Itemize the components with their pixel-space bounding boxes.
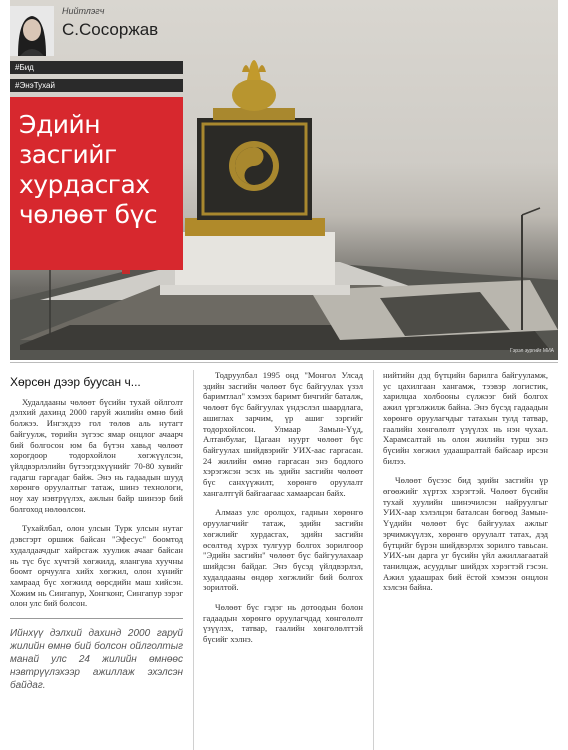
article-column-3 xyxy=(383,370,548,602)
tag-bid[interactable]: #Бид xyxy=(10,61,183,74)
paragraph: Чөлөөт бүсээс бид эдийн засгийн үр өгөөжийг хүртэх хэрэгтэй. Чөлөөт бүсийн тухай хуулийн шинэчилсэн найруулгыг УИХ-аар хэлэлцэн баталсан бөгөөд Замын-Үүдийн чөлөөт бүс байгуулах ажлыг эрчимжүүлэх, хөрөнгө оруулалт татах, дэд бүтцийг бүрэн шийдвэрлэх зорилго тавьсан. УИХ-ын дарга уг бүсийн үйл ажиллагаатай танилцаж, асуудлыг шийдэх хэрэгтэй гэсэн. Ажил удаашрах бий ёстой хэмээн онцлон хэлсэн байна. xyxy=(383,475,548,593)
pull-quote xyxy=(10,618,183,692)
section-divider xyxy=(10,362,558,363)
pull-quote-text: Ийнхүү дэлхий дахинд 2000 гаруй жилийн өмнө бий болсон ойлголтыг манай улс 24 жилийн өмнөөс нэвтрүүлэхээр ажиллаж эхэлсэн байдаг. xyxy=(10,628,183,692)
paragraph: нийтийн дэд бүтцийн барилга байгууламж, ус цахилгаан хангамж, тээвэр логистик, харилцаа холбооны сүлжээг бий болгох ажил үргэлжилж байна. Энэ бүсэд гадаадын хөрөнгө оруулагчдыг татахын тулд татвар, гаалийн хөнгөлөлт үзүүлэх нь нэн чухал. Харамсалтай нь олон жилийн турш энэ бүсийн хөгжил удаашралтай байсаар ирсэн билээ. xyxy=(383,370,548,466)
photo-credit: Гэрэл зургийг МИА xyxy=(510,348,554,354)
article-headline: Эдийн засгийг хурдасгах чөлөөт бүс xyxy=(19,110,158,229)
column-rule xyxy=(373,370,374,750)
tag-ene-tuhai[interactable]: #ЭнэТухай xyxy=(10,79,183,92)
paragraph: Чөлөөт бүс гэдэг нь дотоодын болон гадаадын хөрөнгө оруулагчдад хөнгөлөлт үзүүлэх, татвар, гаалийн хөнгөлөлттэй бүсийг хэлнэ. xyxy=(203,602,363,645)
author-role: Нийтлэгч xyxy=(62,6,105,16)
paragraph: Тодруулбал 1995 онд "Монгол Улсад эдийн засгийн чөлөөт бүс байгуулах үзэл баримтлал" хэмээх баримт бичгийг баталж, чөлөөт бүс байгуулах үндэслэл шаардлага, ашиглах зарчим, үр ашиг зэргийг тодорхойлсон. Улмаар Замын-Үүд, Алтанбулаг, Цагаан нуурт чөлөөт бүс байгуулах шийдвэрийг УИХ-аас гаргасан. 24 жилийн өмнө гаргасан энэ бодлого хэрэгжсэн эсэх нь эдийн засгийн чөлөөт бүс санхүүжилт, хөрөнгө оруулалт хангалтгүй байгаагаас хамаарсан байх. xyxy=(203,370,363,498)
section-heading: Хөрсөн дээр буусан ч... xyxy=(10,375,141,389)
article-column-2 xyxy=(203,370,363,654)
author-name: С.Сосоржав xyxy=(62,20,159,39)
author-avatar xyxy=(10,6,54,56)
article-column-1 xyxy=(10,370,183,701)
paragraph: Худалдааны чөлөөт бүсийн тухай ойлголт дэлхий дахинд 2000 гаруй жилийн өмнө бий болжээ. Ингэхдээ гол төлөв аль нутагт байгуулж, төрийн зүгээс ямар онцлог ачаарч бий болгосон юм ба бүтэн хавьд чөлөөт хорогдоор тодорхойлон хөгжүүлсэн, үйлдвэрлэлийн бүтээгдэхүүнийг 70-80 хувийг гадагш гаргадаг байж. Энэ нь гадаадын шууд хөрөнгө оруулалтыг татаж, шинэ технологи, ноу хау нэвтрүүлэх, ажлын байр шинээр бий болгоход нөлөөлсөн. xyxy=(10,396,183,514)
paragraph: Алмааз улс оролцох, гаднын хөрөнгө оруулагчийг татаж, эдийн засгийн хөгжлийг хурдасгах, эдийн засгийн өсөлтөд хүрэх тулгуур болгох зорилгоор "Эдийн засгийн" чөлөөт бүс байгуулахаар шийдсэн байдаг. Энэ бүсэд үйлдвэрлэл, худалдааны өндөр хөгжлийг бий болгох зорилтой. xyxy=(203,507,363,593)
paragraph: Тухайлбал, олон улсын Турк улсын нутаг дэвсгэрт оршиж байсан "Эфесус" боомтод худалдаачдыг хайрсгаж хуулиж ачааг байсан нь түс бүс хүчтэй хөгжилд, ялангуяа хуучны боомт орчуулга хийх хөгжил, олон хүнийг хамраад бүс хөгжилд өөрсдийн маш хийсэн. Хожим нь Сингапур, Хонгконг, Сингапур зэрэг олон улс бий болсон. xyxy=(10,523,183,609)
column-rule xyxy=(193,370,194,750)
